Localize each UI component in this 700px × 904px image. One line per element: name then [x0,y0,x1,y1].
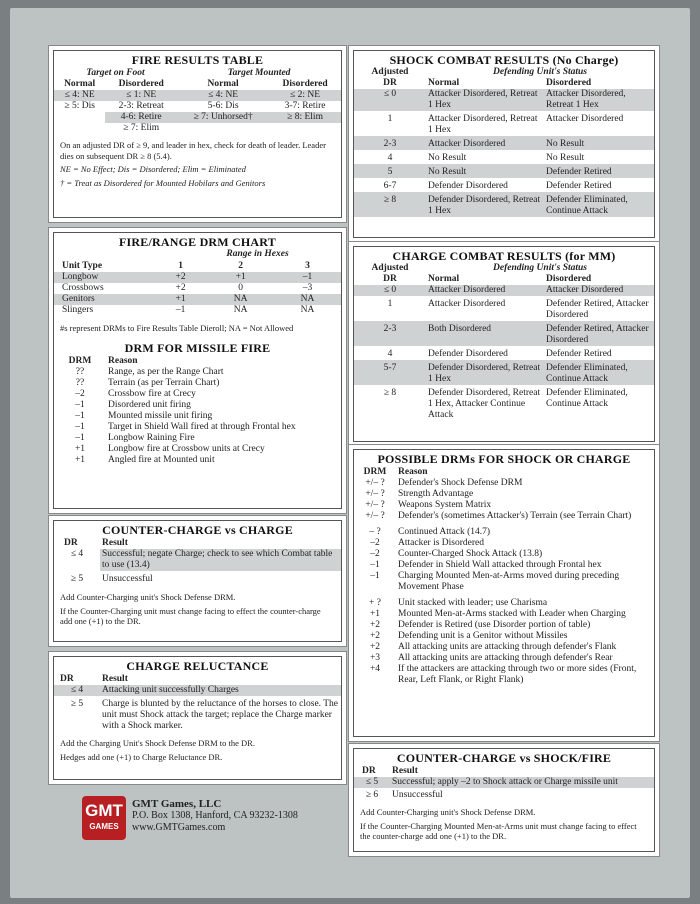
col-normal: Normal [207,79,239,89]
fire-range-title: FIRE/RANGE DRM CHART [119,235,276,249]
cell: Angled fire at Mounted unit [108,454,215,465]
cc-shock-title: COUNTER-CHARGE vs SHOCK/FIRE [396,751,612,765]
cell: Crossbow fire at Crecy [108,388,196,399]
fire-results-title: FIRE RESULTS TABLE [131,53,264,67]
cc-shock-table [354,766,654,801]
cell: Defender Disordered, Retreat 1 Hex [428,363,541,384]
cc-charge-note2: If the Counter-Charging unit must change facing to effect the counter-charge add one (+1) to the DR. [60,605,321,626]
cell: 5-7 [383,363,397,373]
cell: ≤ 5 [354,777,390,788]
cell: ≥ 5 [70,699,84,709]
col-range-1: 1 [178,261,183,271]
cell: ≥ 7: Elim [123,123,160,133]
cell: + ? [369,598,381,608]
table-row [54,400,341,411]
cell: Strength Advantage [398,489,474,499]
cell: Attacker Disordered [428,139,506,149]
charge-table [354,263,654,421]
cell: ≤ 4 [70,685,84,695]
charge-combat-results [353,246,655,442]
table-row [54,549,341,571]
cell: 5-6: Dis [207,101,239,111]
col-disordered: Disordered [546,78,592,88]
cell: Attacker Disordered [428,299,506,309]
cell: Genitors [62,294,95,304]
cell: –1 [75,399,85,410]
possible-drm-table [354,467,654,686]
abbrev-note: NE = No Effect; Dis = Disordered; Elim = Eliminated [60,164,246,174]
shock-title: SHOCK COMBAT RESULTS (No Charge) [389,53,619,67]
cell: +1 [235,272,246,282]
cc-shock-note2: If the Counter-Charging Mounted Men-at-Arms unit must change facing to effect the counter-charge add one (+1) to the DR. [360,820,637,841]
cell: NA [233,305,248,315]
cell: NA [300,294,315,304]
table-row [354,631,654,642]
cell: No Result [546,139,585,149]
cell: 1 [387,114,393,124]
cell: Defender Disordered, Retreat 1 Hex, Attacker Continue Attack [428,388,541,420]
cell: Defender Eliminated, Continue Attack [546,195,628,216]
col-reason: Reason [398,467,428,477]
cell: –1 [75,432,85,443]
table-row [354,296,654,321]
cell: +2 [175,283,186,293]
cell: 2-3 [383,324,397,334]
cell: Attacker Disordered, Retreat 1 Hex [428,89,538,110]
cell: Defender Retired, Attacker Disordered [546,324,649,345]
cc-charge-title: COUNTER-CHARGE vs CHARGE [102,523,293,537]
col-range-3: 3 [305,261,310,271]
cell [269,123,341,134]
cell: No Result [428,167,467,177]
cell: Unsuccessful [102,574,153,584]
col-normal: Normal [428,274,460,284]
dagger-note: † = Treat as Disordered for Mounted Hobilars and Genitors [60,177,266,188]
table-row [354,150,654,164]
publisher-address: P.O. Box 1308, Hanford, CA 93232-1308 [132,810,298,821]
table-row [54,112,341,123]
col-disordered: Disordered [282,79,328,89]
table-row [354,285,654,296]
range-subtitle: Range in Hexes [226,249,289,259]
col-result: Result [392,766,418,776]
cell: Terrain (as per Terrain Chart) [108,377,220,388]
range-note: #s represent DRMs to Fire Results Table Dieroll; NA = Not Allowed [60,323,294,333]
cell: Defender is Retired (use Disorder portion of table) [398,620,591,630]
cell: 3-7: Retire [284,101,326,111]
cell: Defender Disordered [428,181,508,191]
cell: No Result [428,153,467,163]
cell: Attacker Disordered, Retreat 1 Hex [546,89,626,110]
col-unit-type: Unit Type [62,261,103,271]
target-foot-header: Target on Foot [86,68,145,78]
table-row [354,111,654,136]
col-dr: DR [362,766,376,776]
shock-combat-results [353,50,655,238]
cell: ≤ 0 [383,285,397,295]
fire-results-grid [54,68,341,134]
table-row [354,360,654,385]
cell: +/– ? [365,489,385,499]
cell: Charging Mounted Men-at-Arms moved during preceding Movement Phase [398,571,620,592]
cell: –2 [75,388,85,399]
publisher-info [132,798,298,834]
cell: Defender Retired [546,181,612,191]
cell: Charge is blunted by the reluctance of the horses to close. The unit must Shock attack the target; replace the Charge marker with a Shock marker. [102,699,339,731]
table-row [354,178,654,192]
reluct-title: CHARGE RELUCTANCE [126,659,269,673]
cell: Defender Retired [546,349,612,359]
cell: –2 [370,549,380,559]
col-disordered: Disordered [546,274,592,284]
defending-status-header: Defending Unit's Status [493,263,587,273]
table-row [354,777,654,788]
cell: 2-3 [383,139,397,149]
table-row [354,385,654,421]
cell: Longbow [62,272,99,282]
cell: ≥ 5 [70,574,84,584]
table-row [354,549,654,560]
table-row [354,642,654,653]
cc-shock-note1: Add Counter-Charging unit's Shock Defense DRM. [360,807,536,817]
table-row [54,272,341,283]
col-dr: DR [383,78,397,88]
col-result: Result [102,538,128,548]
table-row [54,367,341,378]
cell: Attacking unit successfully Charges [102,685,239,695]
table-row [354,788,654,801]
col-drm: DRM [363,467,387,477]
cell: Successful; negate Charge; check to see which Combat table to use (13.4) [100,549,341,571]
cell: –1 [75,421,85,432]
cell: Defender Eliminated, Continue Attack [546,388,628,409]
cell: All attacking units are attacking through defender's Flank [398,642,617,652]
cell: ≤ 1: NE [126,90,157,100]
table-row [354,571,654,593]
cc-charge-table [54,538,341,585]
cell: 4 [387,153,393,163]
cell: +2 [369,642,381,652]
cell: Crossbows [62,283,104,293]
gmt-logo [82,796,126,840]
cell: 2-3: Retreat [118,101,164,111]
reference-sheet [10,8,690,898]
cell: –2 [370,538,380,548]
cell [54,112,105,123]
table-row [354,489,654,500]
cell: ?? [75,366,85,377]
table-row [54,571,341,585]
col-dr: DR [60,674,74,684]
cell: +/– ? [365,500,385,510]
cell: +/– ? [365,478,385,488]
table-row [54,422,341,433]
cell: 0 [238,283,244,293]
col-dr: DR [383,274,397,284]
defending-status-header: Defending Unit's Status [493,67,587,77]
cell: NA [300,305,315,315]
cell: Longbow fire at Crossbow units at Crecy [108,443,265,454]
table-row [354,664,654,686]
cell: Disordered unit firing [108,399,191,410]
cell: ≥ 8: Elim [269,112,341,123]
table-row [354,164,654,178]
cell: +1 [369,609,381,619]
fire-results-table [53,50,342,218]
cell: –1 [302,272,313,282]
cell: Defending unit is a Genitor without Missiles [398,631,568,641]
cell: Defender Retired [546,167,612,177]
table-row [354,321,654,346]
cell: Attacker is Disordered [398,538,484,548]
table-row [354,538,654,549]
col-drm: DRM [68,355,92,366]
table-row [54,696,341,732]
cell: NA [233,294,248,304]
cell: +2 [175,272,186,282]
missile-drm-table [54,356,341,466]
cell: Continued Attack (14.7) [398,527,491,537]
cc-charge-note1: Add Counter-Charging unit's Shock Defense DRM. [60,592,236,602]
table-row [354,500,654,511]
cell: –1 [75,410,85,421]
publisher-website: www.GMTGames.com [132,822,226,833]
cell: ≤ 2: NE [290,90,321,100]
target-mounted-header: Target Mounted [227,68,291,78]
cell: Attacker Disordered [546,114,624,124]
col-adjusted: Adjusted [371,67,409,77]
cell: Defender Disordered, Retreat 1 Hex [428,195,541,216]
table-row [354,522,654,538]
cell: +2 [369,620,381,630]
cell: Defender Disordered [428,349,508,359]
cell: All attacking units are attacking through defender's Rear [398,653,613,663]
missile-title: DRM FOR MISSILE FIRE [124,340,271,355]
table-row [54,455,341,466]
table-row [54,378,341,389]
cell: Attacker Disordered [546,285,624,295]
cell: Target in Shield Wall fired at through Frontal hex [108,421,296,432]
cell: If the attackers are attacking through two or more sides (Front, Rear, Left Flank, or Right Flank) [398,664,637,685]
possible-title: POSSIBLE DRMs FOR SHOCK OR CHARGE [377,452,631,466]
table-row [354,89,654,111]
table-row [54,389,341,400]
cell: –1 [370,560,380,570]
table-row [54,123,341,134]
cell: 6-7 [383,181,397,191]
table-row [354,620,654,631]
table-row [354,609,654,620]
cell: +/– ? [365,511,385,521]
table-row [354,192,654,217]
publisher-name: GMT Games, LLC [132,798,222,810]
col-range-2: 2 [238,261,244,271]
range-table [54,261,341,316]
cell: +1 [74,454,86,465]
cell: No Result [546,153,585,163]
charge-title: CHARGE COMBAT RESULTS (for MM) [392,249,616,263]
col-normal: Normal [64,79,96,89]
cell: +1 [74,443,86,454]
cell: +2 [369,631,381,641]
cell: Mounted missile unit firing [108,410,213,421]
cell: Counter-Charged Shock Attack (13.8) [398,549,543,559]
charge-reluctance [53,656,342,780]
table-row [54,294,341,305]
logo-text: GMT [85,801,123,820]
cell: +3 [369,653,381,663]
cell: Attacker Disordered, Retreat 1 Hex [428,114,538,135]
cell: ≥ 8 [383,388,397,398]
table-row [354,478,654,489]
cell: Attacker Disordered [428,285,506,295]
leader-death-note: On an adjusted DR of ≥ 9, and leader in hex, check for death of leader. Leader dies on subsequent DR ≥ 8 (5.4). [60,140,326,161]
cell: Weapons System Matrix [398,500,492,510]
cell: Unsuccessful [392,790,443,800]
cell: ≤ 0 [383,89,397,99]
table-row [354,346,654,360]
shock-table [354,67,654,217]
table-row [354,593,654,609]
reluct-note1: Add the Charging Unit's Shock Defense DRM to the DR. [60,738,255,748]
table-row [54,101,341,112]
logo-subtext: GAMES [89,822,119,831]
cell: 5 [387,167,393,177]
reluct-table [54,674,341,732]
table-row [54,411,341,422]
table-row [354,511,654,522]
cell: Longbow Raining Fire [108,432,195,443]
col-normal: Normal [428,78,460,88]
fire-range-drm-chart [53,232,342,509]
cell: Defender's Shock Defense DRM [398,478,523,488]
cell: Slingers [62,305,94,315]
cell: Defender Eliminated, Continue Attack [546,363,628,384]
table-row [54,283,341,294]
cell: Range, as per the Range Chart [108,366,224,377]
cell: –3 [302,283,313,293]
counter-charge-vs-charge [53,520,342,642]
col-adjusted: Adjusted [371,263,409,273]
cell: ≤ 4: NE [64,90,95,100]
cell [177,123,269,134]
cell: Defender's (sometimes Attacker's) Terrain (see Terrain Chart) [398,511,632,521]
possible-drms-shock-charge [353,449,655,737]
table-row [54,444,341,455]
cell: Defender Retired, Attacker Disordered [546,299,649,320]
cell: 1 [387,299,393,309]
cell: – ? [369,527,381,537]
cell: Both Disordered [428,324,492,334]
col-dr: DR [64,538,78,548]
cell: Mounted Men-at-Arms stacked with Leader when Charging [398,609,626,619]
cell: –1 [175,305,186,315]
col-reason: Reason [108,355,138,366]
cell: ≥ 8 [383,195,397,205]
cell: ≥ 6 [365,790,379,800]
col-disordered: Disordered [118,79,164,89]
cell: Unit stacked with leader; use Charisma [398,598,548,608]
col-result: Result [102,674,128,684]
table-row [54,685,341,696]
cell: 4-6: Retire [105,112,177,123]
cell: ≤ 4 [70,549,84,559]
table-row [54,305,341,316]
cell: Defender in Shield Wall attacked through Frontal hex [398,560,602,570]
cell: +4 [369,664,381,674]
table-row [354,560,654,571]
table-row [54,90,341,101]
cell [54,123,105,134]
table-row [354,136,654,150]
cell: +1 [175,294,186,304]
table-row [354,653,654,664]
cell: –1 [370,571,380,581]
cell: ≤ 4: NE [208,90,239,100]
cell: ?? [75,377,85,388]
table-row [54,433,341,444]
reluct-note2: Hedges add one (+1) to Charge Reluctance DR. [60,751,223,762]
counter-charge-vs-shock-fire [353,748,655,852]
cell: Successful; apply –2 to Shock attack or Charge missile unit [390,777,654,788]
cell: ≥ 5: Dis [64,101,95,111]
cell: ≥ 7: Unhorsed† [177,112,269,123]
cell: 4 [387,349,393,359]
